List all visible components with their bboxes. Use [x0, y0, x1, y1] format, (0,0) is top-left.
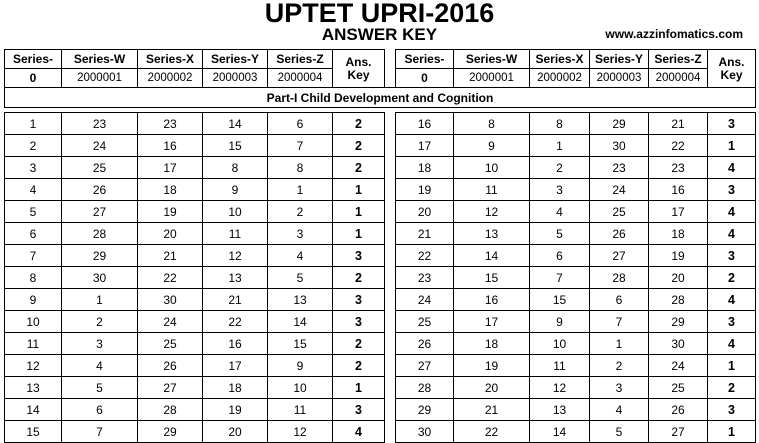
series-w-cell: 16 [454, 289, 530, 311]
question-number-cell: 18 [396, 157, 454, 179]
answer-key-cell: 4 [708, 157, 756, 179]
series-y-cell: 14 [203, 113, 268, 135]
series-x-cell: 29 [138, 421, 203, 443]
col-series0-header: Series- [5, 50, 62, 69]
series-x-cell: 6 [530, 245, 590, 267]
column-gap [385, 377, 396, 399]
answer-key-cell: 3 [708, 179, 756, 201]
series-w-cell: 15 [454, 267, 530, 289]
question-number-cell: 6 [5, 223, 62, 245]
answer-key-cell: 2 [333, 333, 385, 355]
series-z-cell: 26 [649, 399, 708, 421]
series-z-cell: 22 [649, 135, 708, 157]
series-w-cell: 21 [454, 399, 530, 421]
series-x-cell: 9 [530, 311, 590, 333]
series-y-cell: 7 [590, 311, 649, 333]
series-z-cell: 30 [649, 333, 708, 355]
series-y-cell: 3 [590, 377, 649, 399]
table-row [5, 333, 756, 355]
series-x-cell: 5 [530, 223, 590, 245]
col-series-y-header: Series-Y [590, 50, 649, 69]
answer-key-cell: 3 [333, 399, 385, 421]
question-number-cell: 23 [396, 267, 454, 289]
series-z-cell: 6 [268, 113, 333, 135]
table-row [5, 377, 756, 399]
answer-key-cell: 1 [708, 135, 756, 157]
answer-key-cell: 1 [333, 223, 385, 245]
series-w-cell: 9 [454, 135, 530, 157]
series-y-cell: 4 [590, 399, 649, 421]
series-w-cell: 29 [62, 245, 138, 267]
series-w-cell: 25 [62, 157, 138, 179]
website-label: www.azzinfomatics.com [605, 27, 743, 41]
series-x-cell: 18 [138, 179, 203, 201]
column-gap [385, 267, 396, 289]
series-w-cell: 8 [454, 113, 530, 135]
series-y-cell: 9 [203, 179, 268, 201]
table-row [5, 113, 756, 135]
series-z-cell: 19 [649, 245, 708, 267]
series-y-cell: 22 [203, 311, 268, 333]
answer-key-cell: 2 [333, 113, 385, 135]
table-row [5, 201, 756, 223]
series-x-cell: 8 [530, 113, 590, 135]
series-x-cell: 22 [138, 267, 203, 289]
question-number-cell: 20 [396, 201, 454, 223]
question-number-cell: 10 [5, 311, 62, 333]
question-number-cell: 17 [396, 135, 454, 157]
series-z-cell: 10 [268, 377, 333, 399]
question-number-cell: 26 [396, 333, 454, 355]
series-z-cell: 1 [268, 179, 333, 201]
series-z-cell: 4 [268, 245, 333, 267]
series-z-cell: 24 [649, 355, 708, 377]
table-row [5, 135, 756, 157]
series-x-cell: 14 [530, 421, 590, 443]
series-y-cell: 21 [203, 289, 268, 311]
column-gap [385, 179, 396, 201]
series-w-cell: 14 [454, 245, 530, 267]
series-y-cell: 20 [203, 421, 268, 443]
series-z-cell: 29 [649, 311, 708, 333]
col-series-y-header: Series-Y [203, 50, 268, 69]
question-number-cell: 28 [396, 377, 454, 399]
question-number-cell: 29 [396, 399, 454, 421]
series-z-cell: 2 [268, 201, 333, 223]
col-series-z-code: 2000004 [268, 69, 333, 88]
series-z-cell: 21 [649, 113, 708, 135]
series-w-cell: 6 [62, 399, 138, 421]
answer-key-cell: 3 [708, 245, 756, 267]
series-w-cell: 18 [454, 333, 530, 355]
question-number-cell: 9 [5, 289, 62, 311]
column-gap [385, 201, 396, 223]
question-number-cell: 30 [396, 421, 454, 443]
ans-key-line1: Ans. [345, 54, 372, 69]
column-gap [385, 157, 396, 179]
answer-key-table [4, 49, 756, 443]
column-gap [385, 289, 396, 311]
question-number-cell: 3 [5, 157, 62, 179]
table-row [5, 267, 756, 289]
part-title: Part-I Child Development and Cognition [5, 88, 756, 108]
series-w-cell: 13 [454, 223, 530, 245]
series-w-cell: 7 [62, 421, 138, 443]
answer-key-cell: 2 [333, 135, 385, 157]
series-w-cell: 24 [62, 135, 138, 157]
col-ans-key-header [708, 50, 756, 88]
series-y-cell: 1 [590, 333, 649, 355]
question-number-cell: 22 [396, 245, 454, 267]
part-title-row [5, 88, 756, 108]
series-x-cell: 4 [530, 201, 590, 223]
answer-key-cell: 1 [333, 201, 385, 223]
series-w-cell: 28 [62, 223, 138, 245]
series-x-cell: 24 [138, 311, 203, 333]
series-w-cell: 5 [62, 377, 138, 399]
series-z-cell: 17 [649, 201, 708, 223]
col-series0-code: 0 [396, 69, 454, 88]
series-x-cell: 30 [138, 289, 203, 311]
series-y-cell: 18 [203, 377, 268, 399]
series-w-cell: 12 [454, 201, 530, 223]
series-y-cell: 10 [203, 201, 268, 223]
question-number-cell: 24 [396, 289, 454, 311]
series-x-cell: 13 [530, 399, 590, 421]
col-series0-header: Series- [396, 50, 454, 69]
answer-key-cell: 2 [333, 267, 385, 289]
col-series-z-header: Series-Z [268, 50, 333, 69]
answer-key-cell: 2 [708, 267, 756, 289]
question-number-cell: 12 [5, 355, 62, 377]
ans-key-line2: Key [347, 67, 370, 82]
series-z-cell: 15 [268, 333, 333, 355]
column-gap [385, 333, 396, 355]
series-x-cell: 10 [530, 333, 590, 355]
series-w-cell: 22 [454, 421, 530, 443]
series-y-cell: 26 [590, 223, 649, 245]
table-row [5, 157, 756, 179]
answer-key-cell: 3 [333, 311, 385, 333]
question-number-cell: 2 [5, 135, 62, 157]
series-x-cell: 17 [138, 157, 203, 179]
series-x-cell: 20 [138, 223, 203, 245]
series-z-cell: 11 [268, 399, 333, 421]
table-row [5, 399, 756, 421]
series-y-cell: 17 [203, 355, 268, 377]
question-number-cell: 5 [5, 201, 62, 223]
series-y-cell: 13 [203, 267, 268, 289]
series-y-cell: 6 [590, 289, 649, 311]
series-z-cell: 12 [268, 421, 333, 443]
answer-key-cell: 3 [708, 113, 756, 135]
series-x-cell: 2 [530, 157, 590, 179]
series-y-cell: 28 [590, 267, 649, 289]
series-z-cell: 27 [649, 421, 708, 443]
column-gap [385, 311, 396, 333]
answer-key-cell: 1 [708, 355, 756, 377]
answer-key-cell: 4 [333, 421, 385, 443]
col-series-x-code: 2000002 [138, 69, 203, 88]
series-x-cell: 11 [530, 355, 590, 377]
series-z-cell: 7 [268, 135, 333, 157]
column-gap [385, 113, 396, 135]
col-series-w-header: Series-W [62, 50, 138, 69]
series-y-cell: 2 [590, 355, 649, 377]
series-x-cell: 26 [138, 355, 203, 377]
series-w-cell: 30 [62, 267, 138, 289]
series-z-cell: 9 [268, 355, 333, 377]
question-number-cell: 13 [5, 377, 62, 399]
col-series-z-code: 2000004 [649, 69, 708, 88]
col-ans-key-header [333, 50, 385, 88]
answer-key-cell: 4 [708, 289, 756, 311]
col-series-z-header: Series-Z [649, 50, 708, 69]
series-x-cell: 28 [138, 399, 203, 421]
answer-key-cell: 3 [333, 289, 385, 311]
question-number-cell: 25 [396, 311, 454, 333]
question-number-cell: 19 [396, 179, 454, 201]
series-y-cell: 5 [590, 421, 649, 443]
series-y-cell: 29 [590, 113, 649, 135]
page-subtitle: ANSWER KEY [321, 25, 438, 44]
answer-key-cell: 4 [708, 223, 756, 245]
answer-key-cell: 4 [708, 333, 756, 355]
series-y-cell: 8 [203, 157, 268, 179]
table-row [5, 245, 756, 267]
ans-key-line2: Key [720, 67, 743, 82]
answer-key-cell: 1 [333, 179, 385, 201]
col-series-y-code: 2000003 [590, 69, 649, 88]
answer-key-cell: 3 [708, 311, 756, 333]
series-x-cell: 12 [530, 377, 590, 399]
series-w-cell: 2 [62, 311, 138, 333]
table-row [5, 355, 756, 377]
series-z-cell: 5 [268, 267, 333, 289]
series-x-cell: 21 [138, 245, 203, 267]
series-z-cell: 25 [649, 377, 708, 399]
col-series-w-code: 2000001 [62, 69, 138, 88]
series-y-cell: 27 [590, 245, 649, 267]
table-row [5, 179, 756, 201]
table-row [5, 289, 756, 311]
answer-key-cell: 1 [333, 377, 385, 399]
question-number-cell: 1 [5, 113, 62, 135]
series-y-cell: 30 [590, 135, 649, 157]
series-w-cell: 26 [62, 179, 138, 201]
series-z-cell: 18 [649, 223, 708, 245]
series-z-cell: 20 [649, 267, 708, 289]
table-row [5, 223, 756, 245]
question-number-cell: 21 [396, 223, 454, 245]
series-z-cell: 23 [649, 157, 708, 179]
column-gap [385, 355, 396, 377]
question-number-cell: 14 [5, 399, 62, 421]
series-w-cell: 10 [454, 157, 530, 179]
answer-key-cell: 3 [333, 245, 385, 267]
col-series-w-header: Series-W [454, 50, 530, 69]
column-gap [385, 50, 396, 69]
series-y-cell: 24 [590, 179, 649, 201]
series-y-cell: 12 [203, 245, 268, 267]
col-series0-code: 0 [5, 69, 62, 88]
answer-key-cell: 1 [708, 421, 756, 443]
col-series-x-header: Series-X [138, 50, 203, 69]
page-title: UPTET UPRI-2016 [264, 0, 495, 28]
series-w-cell: 27 [62, 201, 138, 223]
series-x-cell: 1 [530, 135, 590, 157]
series-x-cell: 27 [138, 377, 203, 399]
question-number-cell: 16 [396, 113, 454, 135]
col-series-x-code: 2000002 [530, 69, 590, 88]
answer-key-cell: 2 [708, 377, 756, 399]
series-y-cell: 11 [203, 223, 268, 245]
series-x-cell: 25 [138, 333, 203, 355]
series-y-cell: 16 [203, 333, 268, 355]
question-number-cell: 7 [5, 245, 62, 267]
question-number-cell: 27 [396, 355, 454, 377]
series-y-cell: 23 [590, 157, 649, 179]
series-x-cell: 15 [530, 289, 590, 311]
series-y-cell: 15 [203, 135, 268, 157]
column-gap [385, 135, 396, 157]
series-x-cell: 7 [530, 267, 590, 289]
series-w-cell: 3 [62, 333, 138, 355]
question-number-cell: 15 [5, 421, 62, 443]
col-series-w-code: 2000001 [454, 69, 530, 88]
series-w-cell: 11 [454, 179, 530, 201]
table-row [5, 311, 756, 333]
series-z-cell: 16 [649, 179, 708, 201]
series-z-cell: 3 [268, 223, 333, 245]
series-w-cell: 23 [62, 113, 138, 135]
series-y-cell: 19 [203, 399, 268, 421]
series-z-cell: 14 [268, 311, 333, 333]
column-gap [385, 69, 396, 88]
series-x-cell: 3 [530, 179, 590, 201]
series-x-cell: 23 [138, 113, 203, 135]
column-gap [385, 399, 396, 421]
answer-key-cell: 4 [708, 201, 756, 223]
question-number-cell: 11 [5, 333, 62, 355]
col-series-x-header: Series-X [530, 50, 590, 69]
column-gap [385, 223, 396, 245]
series-z-cell: 13 [268, 289, 333, 311]
series-z-cell: 8 [268, 157, 333, 179]
series-z-cell: 28 [649, 289, 708, 311]
series-w-cell: 1 [62, 289, 138, 311]
series-x-cell: 19 [138, 201, 203, 223]
series-w-cell: 19 [454, 355, 530, 377]
series-w-cell: 20 [454, 377, 530, 399]
answer-key-cell: 3 [708, 399, 756, 421]
column-gap [385, 245, 396, 267]
col-series-y-code: 2000003 [203, 69, 268, 88]
series-w-cell: 17 [454, 311, 530, 333]
answer-key-cell: 2 [333, 157, 385, 179]
series-x-cell: 16 [138, 135, 203, 157]
series-y-cell: 25 [590, 201, 649, 223]
ans-key-line1: Ans. [718, 54, 745, 69]
header-row-series [5, 50, 756, 69]
series-w-cell: 4 [62, 355, 138, 377]
question-number-cell: 8 [5, 267, 62, 289]
question-number-cell: 4 [5, 179, 62, 201]
answer-key-cell: 2 [333, 355, 385, 377]
